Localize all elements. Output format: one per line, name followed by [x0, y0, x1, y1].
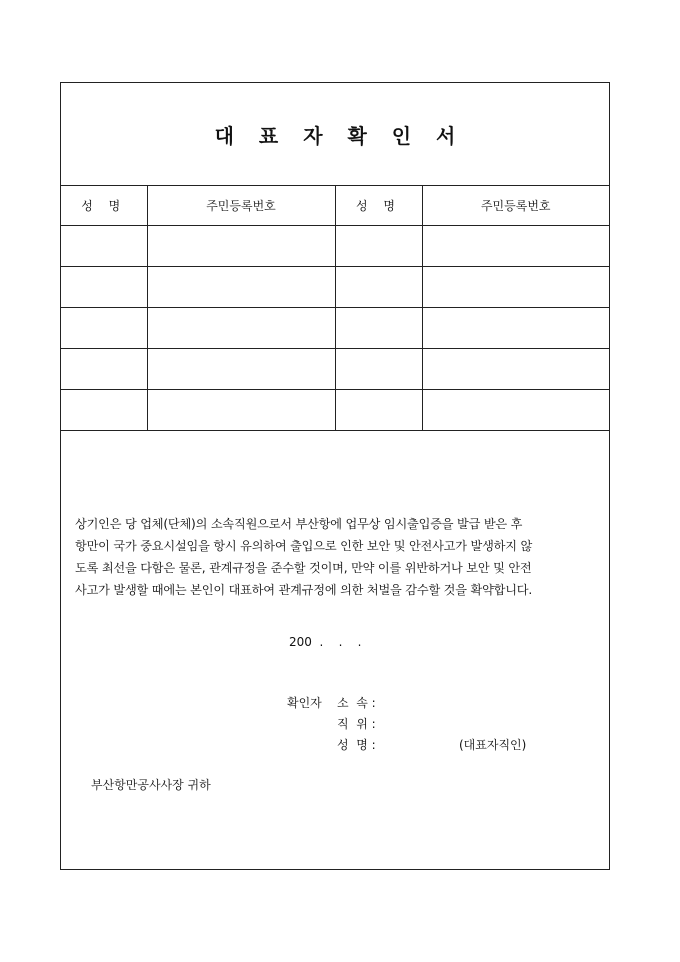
name-cell[interactable]: [61, 226, 147, 267]
name-cell[interactable]: [61, 390, 147, 431]
affiliation-label: 소 속 :: [337, 696, 376, 710]
pledge-line: 사고가 발생할 때에는 본인이 대표하여 관계규정에 의한 처벌을 감수할 것을 확약합니다.: [75, 583, 533, 597]
table-row: [61, 226, 609, 267]
id-cell[interactable]: [422, 308, 609, 349]
table-header-row: [61, 185, 609, 226]
id-cell[interactable]: [422, 226, 609, 267]
name-cell[interactable]: [335, 226, 422, 267]
id-cell[interactable]: [147, 267, 335, 308]
name-cell[interactable]: [61, 349, 147, 390]
date-line: 200 . . .: [289, 635, 362, 649]
signer-label: 확인자: [287, 696, 322, 710]
addressee: 부산항만공사사장 귀하: [91, 778, 211, 792]
name-cell[interactable]: [335, 390, 422, 431]
header-id-2: 주민등록번호: [422, 185, 609, 226]
position-label: 직 위 :: [337, 717, 376, 731]
table-row: [61, 308, 609, 349]
confirmation-form: [60, 82, 610, 870]
header-id-1: 주민등록번호: [147, 185, 335, 226]
name-cell[interactable]: [335, 267, 422, 308]
pledge-text: [75, 513, 597, 601]
header-name-2: 성 명: [335, 185, 422, 226]
id-cell[interactable]: [422, 390, 609, 431]
title-box: [61, 83, 609, 186]
id-cell[interactable]: [422, 349, 609, 390]
pledge-line: 항만이 국가 중요시설임을 항시 유의하여 출입으로 인한 보안 및 안전사고가 발생하지 않: [75, 539, 533, 553]
document-title: 대 표 자 확 인 서: [214, 123, 465, 148]
name-label: 성 명 :: [337, 738, 376, 752]
table-row: [61, 349, 609, 390]
name-cell[interactable]: [335, 349, 422, 390]
seal-note: (대표자직인): [459, 738, 527, 752]
header-name-1: 성 명: [61, 185, 147, 226]
pledge-line: 상기인은 당 업체(단체)의 소속직원으로서 부산항에 업무상 임시출입증을 발급 받은 후: [75, 517, 523, 531]
id-cell[interactable]: [147, 349, 335, 390]
table-row: [61, 390, 609, 431]
name-cell[interactable]: [61, 308, 147, 349]
id-cell[interactable]: [147, 390, 335, 431]
id-cell[interactable]: [422, 267, 609, 308]
id-cell[interactable]: [147, 226, 335, 267]
pledge-line: 도록 최선을 다함은 물론, 관계규정을 준수할 것이며, 만약 이를 위반하거나 보안 및 안전: [75, 561, 532, 575]
personnel-table: [61, 185, 609, 431]
name-cell[interactable]: [335, 308, 422, 349]
id-cell[interactable]: [147, 308, 335, 349]
name-cell[interactable]: [61, 267, 147, 308]
table-row: [61, 267, 609, 308]
